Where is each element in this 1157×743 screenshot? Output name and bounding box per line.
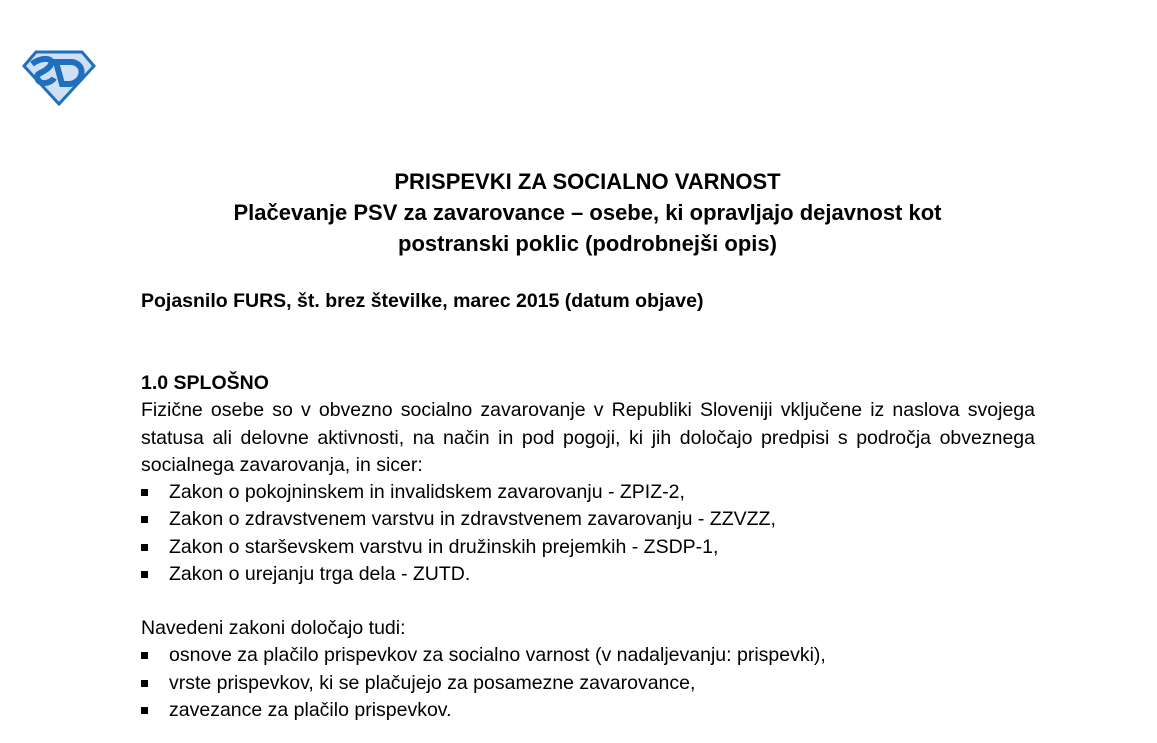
sd-logo [22,50,96,106]
bullet-icon [141,516,148,523]
document-title [100,166,1075,259]
list-item [141,561,1035,588]
section-paragraph: Fizične osebe so v obvezno socialno zavarovanje v Republiki Sloveniji vključene iz naslova svojega statusa ali delovne aktivnosti, na način in pod pogoji, ki jih določajo predpisi s področja obveznega socialnega zavarovanja, in sicer: [141,399,1035,476]
bullet-icon [141,489,148,496]
list-item-text: Zakon o urejanju trga dela - ZUTD. [169,563,471,586]
list-item-text: vrste prispevkov, ki se plačujejo za posamezne zavarovance, [169,671,696,694]
title-line-1: PRISPEVKI ZA SOCIALNO VARNOST [394,169,781,194]
bullet-icon [141,680,148,687]
list-item-text: Zakon o pokojninskem in invalidskem zavarovanju - ZPIZ-2, [169,481,685,504]
list-item [141,670,1035,697]
intro-text: Navedeni zakoni določajo tudi: [141,617,406,639]
list-item [141,506,1035,533]
list-item [141,642,1035,669]
list-item-text: Zakon o starševskem varstvu in družinskih prejemkih - ZSDP-1, [169,535,719,558]
bullet-icon [141,707,148,714]
laws-list [141,479,1035,588]
list-item-text: zavezance za plačilo prispevkov. [169,698,452,721]
title-line-2: Plačevanje PSV za zavarovance – osebe, ki opravljajo dejavnost kot [233,200,942,225]
document-subtitle: Pojasnilo FURS, št. brez številke, marec 2015 (datum objave) [141,290,704,312]
section-splosno [141,370,1035,588]
list-item [141,697,1035,724]
determines-list [141,642,1035,724]
list-item [141,534,1035,561]
bullet-icon [141,652,148,659]
list-item [141,479,1035,506]
section-determines [141,615,1035,724]
list-item-text: Zakon o zdravstvenem varstvu in zdravstvenem zavarovanju - ZZVZZ, [169,508,776,531]
list-item-text: osnove za plačilo prispevkov za socialno varnost (v nadaljevanju: prispevki), [169,644,826,667]
bullet-icon [141,544,148,551]
title-line-3: postranski poklic (podrobnejši opis) [398,231,777,256]
bullet-icon [141,571,148,578]
section-heading: 1.0 SPLOŠNO [141,372,269,394]
